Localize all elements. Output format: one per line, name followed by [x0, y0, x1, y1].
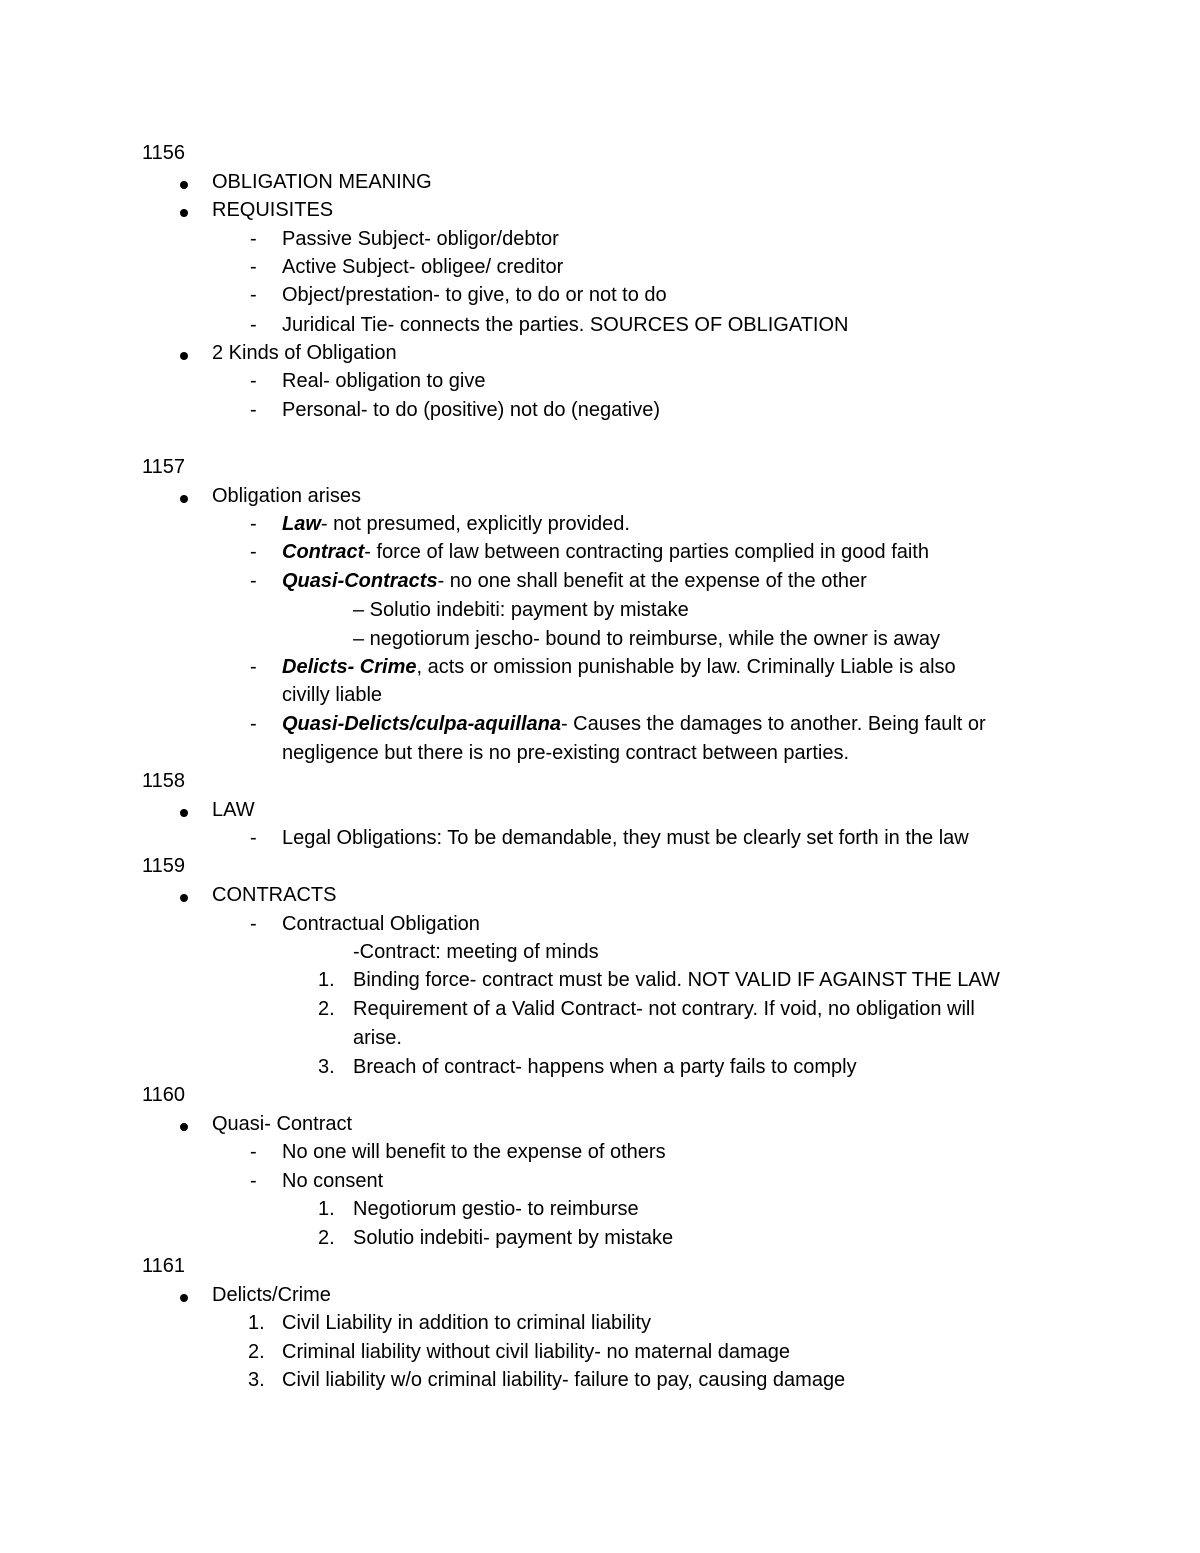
dash-marker: -: [250, 656, 257, 678]
dash-marker: -: [250, 541, 257, 563]
sub-note: – negotiorum jescho- bound to reimburse, while the owner is away: [353, 628, 940, 650]
bold-term: Law: [282, 513, 321, 535]
ordered-item: Binding force- contract must be valid. NOT VALID IF AGAINST THE LAW: [353, 969, 1000, 991]
dash-marker: -: [250, 370, 257, 392]
bullet-text: Quasi- Contract: [212, 1113, 353, 1135]
sub-note: – Solutio indebiti: payment by mistake: [353, 599, 689, 621]
ordered-number: 1.: [318, 969, 335, 991]
dash-marker: -: [250, 314, 257, 336]
ordered-item: Solutio indebiti- payment by mistake: [353, 1227, 674, 1249]
list-item-continuation: negligence but there is no pre-existing contract between parties.: [282, 742, 850, 764]
ordered-number: 1.: [318, 1198, 335, 1220]
list-item: Object/prestation- to give, to do or not to do: [282, 284, 667, 306]
ordered-number: 3.: [248, 1369, 265, 1391]
bullet-icon: [180, 181, 188, 189]
ordered-number: 2.: [318, 1227, 335, 1249]
ordered-number: 2.: [318, 998, 335, 1020]
bullet-text: OBLIGATION MEANING: [212, 171, 432, 193]
bold-term: Contract: [282, 541, 365, 563]
ordered-item-continuation: arise.: [353, 1027, 402, 1049]
section-number: 1159: [142, 855, 186, 877]
list-item: [282, 510, 630, 539]
bullet-icon: [180, 1294, 188, 1302]
list-item: [282, 653, 956, 682]
list-item: No one will benefit to the expense of others: [282, 1141, 666, 1163]
dash-marker: -: [250, 513, 257, 535]
bullet-icon: [180, 1123, 188, 1131]
dash-marker: -: [250, 913, 257, 935]
sub-note: -Contract: meeting of minds: [353, 941, 599, 963]
bullet-icon: [180, 809, 188, 817]
bullet-text: REQUISITES: [212, 199, 334, 221]
list-item: Active Subject- obligee/ creditor: [282, 256, 564, 278]
bullet-text: 2 Kinds of Obligation: [212, 342, 397, 364]
bullet-icon: [180, 209, 188, 217]
bold-term: Quasi-Contracts: [282, 570, 438, 592]
bullet-text: Delicts/Crime: [212, 1284, 331, 1306]
ordered-number: 2.: [248, 1341, 265, 1363]
term-description: , acts or omission punishable by law. Criminally Liable is also: [416, 656, 956, 678]
dash-marker: -: [250, 228, 257, 250]
list-item-continuation: civilly liable: [282, 684, 383, 706]
ordered-item: Criminal liability without civil liability- no maternal damage: [282, 1341, 790, 1363]
list-item: Legal Obligations: To be demandable, they must be clearly set forth in the law: [282, 827, 969, 849]
list-item: [282, 567, 867, 596]
list-item: Passive Subject- obligor/debtor: [282, 228, 559, 250]
bullet-text: LAW: [212, 799, 255, 821]
bullet-icon: [180, 495, 188, 503]
section-number: 1157: [142, 456, 186, 478]
ordered-item: Requirement of a Valid Contract- not contrary. If void, no obligation will: [353, 998, 975, 1020]
ordered-item: Civil Liability in addition to criminal liability: [282, 1312, 652, 1334]
bold-term: Delicts- Crime: [282, 656, 417, 678]
term-description: - Causes the damages to another. Being fault or: [560, 713, 986, 735]
ordered-item: Breach of contract- happens when a party fails to comply: [353, 1056, 857, 1078]
dash-marker: -: [250, 284, 257, 306]
list-item: [282, 538, 929, 567]
bullet-icon: [180, 894, 188, 902]
ordered-number: 1.: [248, 1312, 265, 1334]
list-item: No consent: [282, 1170, 384, 1192]
ordered-item: Negotiorum gestio- to reimburse: [353, 1198, 639, 1220]
term-description: - no one shall benefit at the expense of the other: [437, 570, 867, 592]
dash-marker: -: [250, 570, 257, 592]
section-number: 1158: [142, 770, 186, 792]
bullet-text: CONTRACTS: [212, 884, 337, 906]
list-item: Contractual Obligation: [282, 913, 480, 935]
bullet-icon: [180, 352, 188, 360]
section-number: 1156: [142, 142, 186, 164]
dash-marker: -: [250, 827, 257, 849]
bullet-text: Obligation arises: [212, 485, 361, 507]
term-description: - force of law between contracting parties complied in good faith: [364, 541, 929, 563]
dash-marker: -: [250, 399, 257, 421]
term-description: - not presumed, explicitly provided.: [320, 513, 630, 535]
section-number: 1161: [142, 1255, 186, 1277]
ordered-item: Civil liability w/o criminal liability- failure to pay, causing damage: [282, 1369, 846, 1391]
dash-marker: -: [250, 1141, 257, 1163]
list-item: [282, 710, 986, 739]
section-number: 1160: [142, 1084, 186, 1106]
bold-term: Quasi-Delicts/culpa-aquillana: [282, 713, 561, 735]
dash-marker: -: [250, 1170, 257, 1192]
list-item: Personal- to do (positive) not do (negative): [282, 399, 660, 421]
list-item: Juridical Tie- connects the parties. SOURCES OF OBLIGATION: [282, 314, 849, 336]
ordered-number: 3.: [318, 1056, 335, 1078]
dash-marker: -: [250, 713, 257, 735]
list-item: Real- obligation to give: [282, 370, 486, 392]
dash-marker: -: [250, 256, 257, 278]
